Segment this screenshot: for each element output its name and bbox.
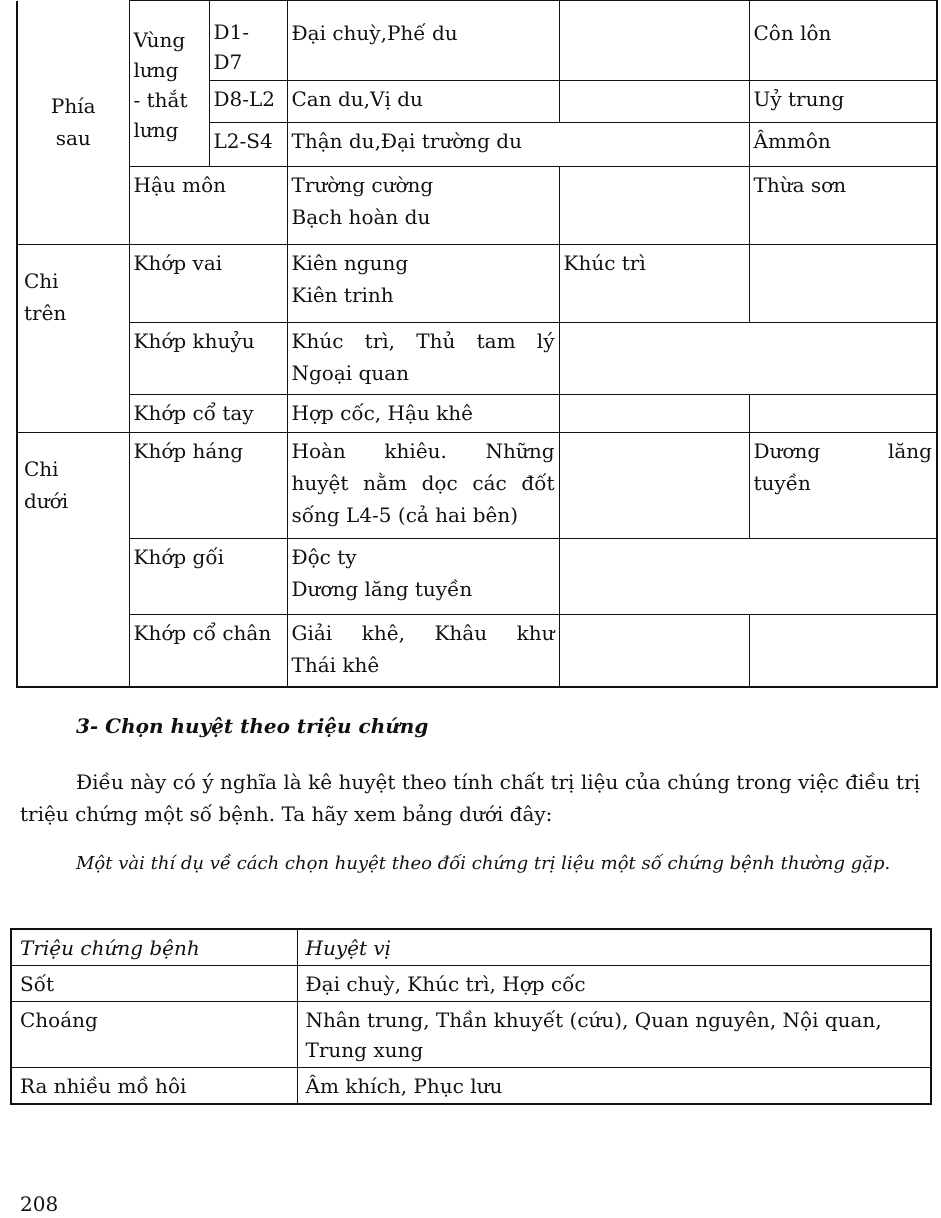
joint-cell: Khớp cổ tay [129, 395, 287, 433]
points-cell [287, 167, 559, 245]
extra-cell: Khúc trì [559, 245, 749, 323]
points-cell: Nhân trung, Thần khuyết (cứu), Quan nguyên, Nội quan, Trung xung [297, 1002, 931, 1068]
zone-label-line: Chi [24, 457, 59, 481]
points-cell: Hợp cốc, Hậu khê [287, 395, 559, 433]
column-header-symptom: Triệu chứng bệnh [11, 929, 297, 966]
extra-cell [559, 539, 937, 615]
joint-cell: Khớp háng [129, 433, 287, 539]
point-line: Kiên ngung [291, 251, 409, 275]
point-line: Dương lăng tuyền [291, 577, 473, 601]
upper-limb-zone-label [17, 245, 129, 433]
table-row [17, 1, 937, 81]
symptom-cell: Sốt [11, 966, 297, 1002]
distal-point-cell [749, 615, 937, 687]
zone-label-line: dưới [24, 489, 69, 513]
lumbar-region-label [129, 1, 209, 167]
points-cell [287, 539, 559, 615]
point-line: Giải khê, Khâu khư [291, 621, 555, 645]
points-cell: Âm khích, Phục lưu [297, 1068, 931, 1105]
points-cell [287, 323, 559, 395]
extra-cell [559, 615, 749, 687]
joint-cell: Khớp gối [129, 539, 287, 615]
point-line: sống L4-5 (cả hai bên) [291, 503, 519, 527]
lumbar-label-line: - thắt [133, 88, 188, 112]
extra-cell [559, 167, 749, 245]
point-line: huyệt nằm dọc các đốt [291, 471, 555, 495]
segment-label: D1- [213, 20, 250, 44]
table-row [17, 167, 937, 245]
distal-point-cell [749, 395, 937, 433]
points-cell [287, 615, 559, 687]
point-line: Bạch hoàn du [291, 205, 431, 229]
distal-point-cell [749, 245, 937, 323]
extra-cell [559, 395, 749, 433]
region-cell: Hậu môn [129, 167, 287, 245]
zone-label-line: trên [24, 301, 67, 325]
point-line: tuyền [753, 471, 811, 495]
joint-cell: Khớp vai [129, 245, 287, 323]
section-paragraph: Điều này có ý nghĩa là kê huyệt theo tính chất trị liệu của chúng trong việc điều trị triệu chứng một số bệnh. Ta hãy xem bảng dưới đây: [20, 770, 920, 826]
distal-point-cell: Âmmôn [749, 123, 937, 167]
point-line: Độc ty [291, 545, 357, 569]
zone-label-line: sau [55, 126, 91, 151]
table-row [11, 966, 931, 1002]
table-row [17, 615, 937, 687]
table-row [11, 1068, 931, 1105]
joint-cell: Khớp khuỷu [129, 323, 287, 395]
point-line: Dương lăng [753, 439, 932, 463]
extra-cell [559, 1, 749, 81]
points-cell: Thận du,Đại trường du [287, 123, 749, 167]
point-line: Hoàn khiêu. Những [291, 439, 555, 463]
extra-cell [559, 433, 749, 539]
acupoint-region-table [16, 0, 938, 688]
table-row [11, 1002, 931, 1068]
table-header-row [11, 929, 931, 966]
distal-point-cell: Thừa sơn [749, 167, 937, 245]
points-cell [287, 245, 559, 323]
point-line: Trường cường [291, 173, 434, 197]
table-row [17, 395, 937, 433]
symptom-table [10, 928, 932, 1105]
symptom-cell: Choáng [11, 1002, 297, 1068]
table-row [17, 539, 937, 615]
page-number: 208 [20, 1192, 59, 1216]
table-caption: Một vài thí dụ về cách chọn huyệt theo đối chứng trị liệu một số chứng bệnh thường gặp. [76, 853, 891, 874]
point-line: Khúc trì, Thủ tam lý [291, 329, 555, 353]
distal-point-cell [749, 433, 937, 539]
segment-cell [209, 1, 287, 81]
segment-label: D7 [213, 50, 243, 74]
distal-point-cell: Uỷ trung [749, 81, 937, 123]
back-zone-label [17, 1, 129, 245]
lower-limb-zone-label [17, 433, 129, 687]
section-heading: 3- Chọn huyệt theo triệu chứng [76, 714, 429, 738]
table-row [17, 245, 937, 323]
points-cell: Đại chuỳ, Khúc trì, Hợp cốc [297, 966, 931, 1002]
lumbar-label-line: lưng [133, 58, 179, 82]
table-row [17, 323, 937, 395]
table-row [17, 433, 937, 539]
distal-point-cell: Côn lôn [749, 1, 937, 81]
lumbar-label-line: Vùng [133, 28, 186, 52]
point-line: Thái khê [291, 653, 380, 677]
symptom-cell: Ra nhiều mồ hôi [11, 1068, 297, 1105]
segment-cell: L2-S4 [209, 123, 287, 167]
points-cell [287, 433, 559, 539]
segment-cell: D8-L2 [209, 81, 287, 123]
lumbar-label-line: lưng [133, 118, 179, 142]
column-header-points: Huyệt vị [297, 929, 931, 966]
points-cell: Can du,Vị du [287, 81, 559, 123]
joint-cell: Khớp cổ chân [129, 615, 287, 687]
zone-label-line: Chi [24, 269, 59, 293]
extra-cell [559, 81, 749, 123]
point-line: Ngoại quan [291, 361, 410, 385]
points-cell: Đại chuỳ,Phế du [287, 1, 559, 81]
point-line: Kiên trinh [291, 283, 394, 307]
zone-label-line: Phía [50, 94, 96, 119]
extra-cell [559, 323, 937, 395]
